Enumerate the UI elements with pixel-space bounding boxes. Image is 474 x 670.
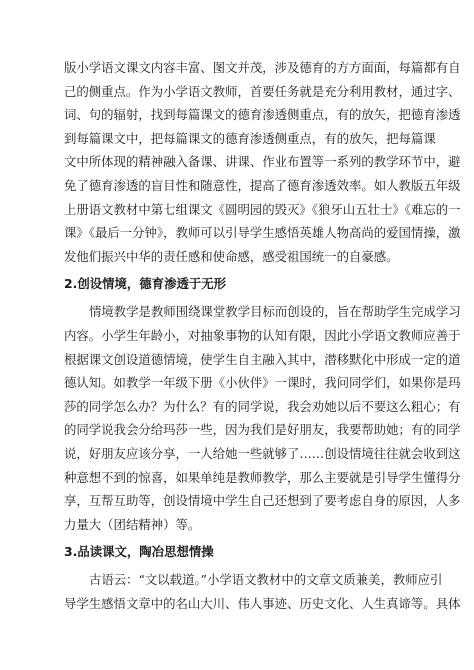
text-line: 上册语文教材中第七组课文《圆明园的毁灭》《狼牙山五壮士》《难忘的一 bbox=[64, 201, 461, 217]
text-line: 古语云：“文以载道。”小学语文教材中的文章文质兼美，教师应引 bbox=[89, 572, 443, 588]
text-line: 到每篇课文中，把每篇课文的德育渗透侧重点，有的放矢，把每篇课 bbox=[64, 130, 436, 146]
text-line: 莎的同学怎么办？为什么？有的同学说，我会劝她以后不要这么粗心；有 bbox=[64, 398, 461, 414]
text-line: 力量大（团结精神）等。 bbox=[64, 516, 201, 532]
text-line: 内容。小学生年龄小，对抽象事物的认知有限，因此小学语文教师应善于 bbox=[64, 327, 461, 343]
text-line: 德认知。如教学一年级下册《小伙伴》一课时，我问同学们，如果你是玛 bbox=[64, 375, 461, 391]
text-line: 说，好朋友应该分享，一人给她一些就够了……创设情境往往就会收到这 bbox=[64, 445, 461, 461]
text-line: 根据课文创设道德情境，使学生自主融入其中，潜移默化中形成一定的道 bbox=[64, 351, 461, 367]
text-line: 版小学语文课文内容丰富、图文并茂，涉及德育的方方面面，每篇都有自 bbox=[64, 60, 461, 75]
text-line: 发他们振兴中华的责任感和使命感，感受祖国统一的自豪感。 bbox=[64, 248, 399, 264]
text-line: 享，互帮互助等，创设情境中学生自己还想到了要考虑自身的原因，人多 bbox=[64, 493, 461, 509]
text-line: 文中所体现的精神融入备课、讲课、作业布置等一系列的教学环节中，避 bbox=[64, 154, 461, 170]
text-line: 种意想不到的惊喜，如果单纯是教师教学，那么主要就是引导学生懂得分 bbox=[64, 469, 461, 485]
text-line: 导学生感悟文章中的名山大川、伟人事迹、历史文化、人生真谛等。具体 bbox=[64, 595, 461, 611]
paragraph-1 bbox=[64, 56, 461, 268]
text-line: 己的侧重点。作为小学语文教师，首要任务就是充分利用教材，通过字、 bbox=[64, 83, 461, 99]
text-line: 情境教学是教师围绕课堂教学目标而创设的，旨在帮助学生完成学习 bbox=[89, 304, 461, 320]
paragraph-3 bbox=[64, 568, 461, 615]
text-line: 的同学说我会分给玛莎一些，因为我们是好朋友，我要帮助她；有的同学 bbox=[64, 422, 461, 438]
section-heading-2: 2.创设情境，德育渗透于无形 bbox=[64, 276, 227, 292]
text-line: 词、句的辐射，找到每篇课文的德育渗透侧重点，有的放矢，把德育渗透 bbox=[64, 107, 461, 123]
section-heading-3: 3.品读课文，陶冶思想情操 bbox=[64, 544, 214, 560]
paragraph-2 bbox=[64, 300, 461, 536]
text-line: 课》《最后一分钟》，教师可以引导学生感悟英雄人物高尚的爱国情操，激 bbox=[64, 225, 461, 241]
text-line: 免了德育渗透的盲目性和随意性，提高了德育渗透效率。如人教版五年级 bbox=[64, 177, 461, 193]
